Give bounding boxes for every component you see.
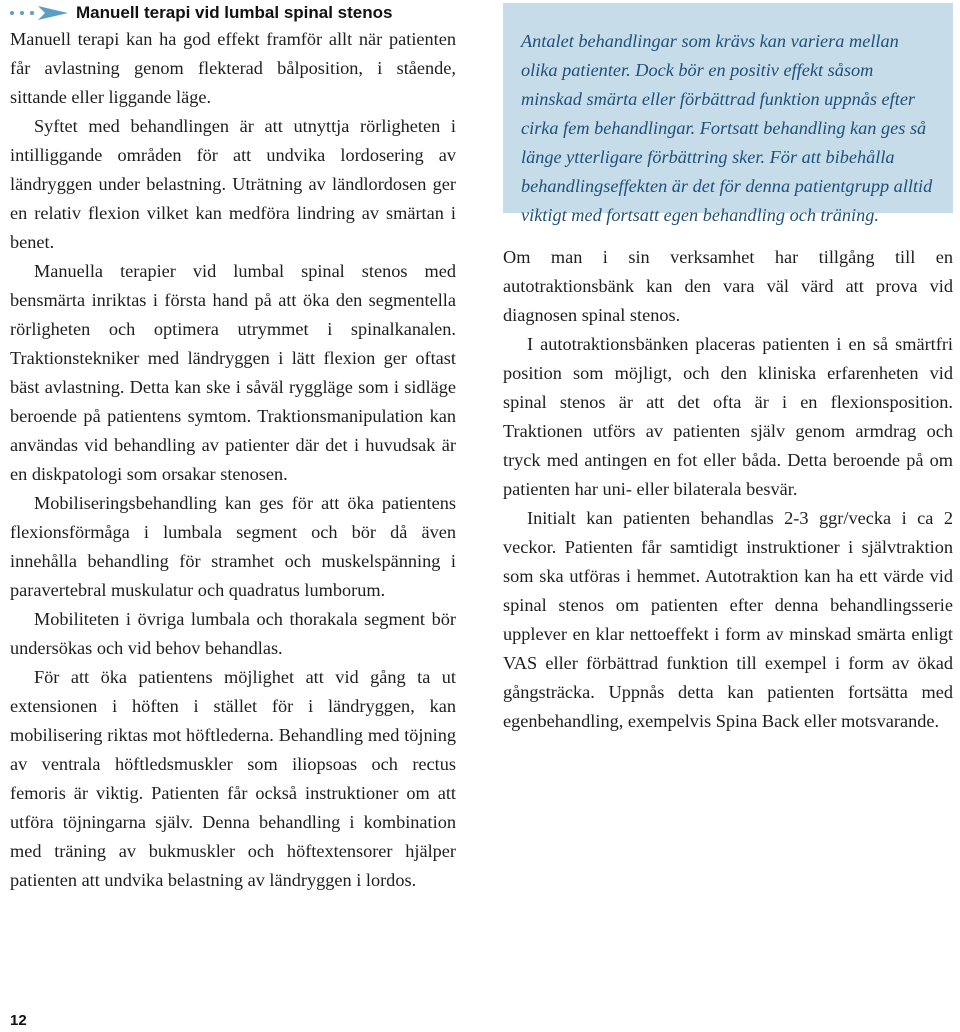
paragraph: Mobiliteten i övriga lumbala och thorakala segment bör undersökas och vid behov behandlas. [10,609,456,658]
right-text [503,243,953,736]
paragraph: Om man i sin verksamhet har tillgång till en autotraktionsbänk kan den vara väl värd att prova vid diagnosen spinal stenos. [503,247,953,325]
section-heading-row [10,1,456,25]
highlight-box-text: Antalet behandlingar som krävs kan variera mellan olika patienter. Dock bör en positiv effekt såsom minskad smärta eller förbättrad funktion uppnås efter cirka fem behandlingar. Fortsatt behandling kan ges så länge ytterligare förbättring sker. För att bibehålla behandlingseffekten är det för denna patientgrupp alltid viktigt med fortsatt egen behandling och träning. [521,31,933,225]
paragraph: Manuell terapi kan ha god effekt framför allt när patienten får avlastning genom flekterad bålposition, i stående, sittande eller liggande läge. [10,29,456,107]
paragraph: För att öka patientens möjlighet att vid gång ta ut extensionen i höften i stället för i ländryggen, kan mobilisering riktas mot höftlederna. Behandling med töjning av ventrala höftledsmuskler som iliopsoas och rectus femoris är viktig. Patienten får också instruktioner om att utföra töjningarna själv. Denna behandling i kombination med träning av bukmuskler och höftextensorer hjälper patienten att undvika belastning av ländryggen i lordos. [10,667,456,890]
section-heading: Manuell terapi vid lumbal spinal stenos [76,3,393,22]
paragraph: Manuella terapier vid lumbal spinal stenos med bensmärta inriktas i första hand på att öka den segmentella rörligheten och optimera utrymmet i spinalkanalen. Traktionstekniker med ländryggen i lätt flexion ger oftast bäst avlastning. Detta kan ske i såväl ryggläge som i sidläge beroende på patientens symtom. Traktionsmanipulation kan användas vid behandling av patienter där det i huvudsak är en diskpatologi som orsakar stenosen. [10,261,456,484]
paragraph: Syftet med behandlingen är att utnyttja rörligheten i intilliggande områden för att undvika lordosering av ländryggen under belastning. Uträtning av ländlordosen ger en relativ flexion vilket kan medföra lindring av smärtan i benet. [10,116,456,252]
dot-bullets-icon [10,11,34,15]
paragraph: Mobiliseringsbehandling kan ges för att öka patientens flexionsförmåga i lumbala segment och bör då även innehålla behandling för stramhet och muskelspänning i paravertebral muskulatur och quadratus lumborum. [10,493,456,600]
paragraph: Initialt kan patienten behandlas 2-3 ggr/vecka i ca 2 veckor. Patienten får samtidigt instruktioner i självtraktion som ska utföras i hemmet. Autotraktion kan ha ett värde vid spinal stenos om patienten efter denna behandlingsserie upplever en klar nettoeffekt i form av minskad smärta enligt VAS eller förbättrad funktion till exempel i form av ökad gångsträcka. Uppnås detta kan patienten fortsätta med egenbehandling, exempelvis Spina Back eller motsvarande. [503,508,953,731]
right-column [503,0,953,736]
highlight-box [503,3,953,225]
left-column [10,0,456,895]
arrow-right-icon [38,5,68,21]
paragraph: I autotraktionsbänken placeras patienten i en så smärtfri position som möjligt, och den kliniska erfarenheten vid spinal stenos är att det ofta är i en flexionsposition. Traktionen utförs av patienten själv genom armdrag och tryck med antingen en fot eller båda. Detta beroende på om patienten har uni- eller bilaterala besvär. [503,334,953,499]
page-number: 12 [10,1012,27,1029]
